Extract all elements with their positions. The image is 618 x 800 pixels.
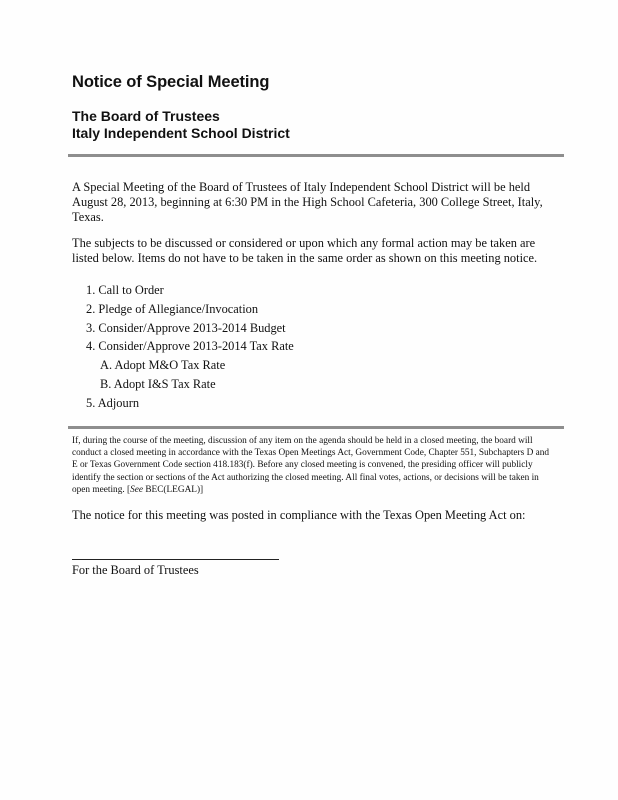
agenda-item-marker: 1. <box>86 283 96 297</box>
agenda-item <box>86 300 486 319</box>
agenda-item-marker: 5. <box>86 395 96 410</box>
subtitle-district: Italy Independent School District <box>72 125 290 141</box>
page-title: Notice of Special Meeting <box>72 73 270 91</box>
agenda-item-marker: 4. <box>86 339 96 354</box>
agenda-list <box>86 281 486 413</box>
agenda-subitem <box>86 375 486 394</box>
agenda-item <box>86 281 486 300</box>
agenda-item-marker: A. <box>100 358 113 373</box>
agenda-item <box>86 337 486 356</box>
agenda-item-text: Consider/Approve 2013-2014 Tax Rate <box>98 339 294 354</box>
agenda-item-text: Adopt I&S Tax Rate <box>113 376 216 391</box>
closed-meeting-note-reference: BEC(LEGAL)] <box>143 484 204 495</box>
signature-line <box>72 559 279 560</box>
closed-meeting-note <box>72 435 556 496</box>
agenda-item <box>86 394 486 413</box>
agenda-item-marker: B. <box>100 376 112 391</box>
subtitle-board: The Board of Trustees <box>72 108 220 124</box>
agenda-item-text: Consider/Approve 2013-2014 Budget <box>98 320 286 335</box>
signature-label: For the Board of Trustees <box>72 563 199 577</box>
agenda-item-text: Call to Order <box>98 283 164 297</box>
agenda-subitem <box>86 356 486 375</box>
agenda-item-marker: 3. <box>86 320 96 335</box>
closed-meeting-note-see: See <box>130 484 143 495</box>
agenda-item-marker: 2. <box>86 301 96 316</box>
note-divider <box>68 426 564 429</box>
agenda-item-text: Pledge of Allegiance/Invocation <box>98 301 259 316</box>
page-subtitle <box>72 108 290 142</box>
meeting-details-paragraph: A Special Meeting of the Board of Trustees of Italy Independent School District will be held August 28, 2013, beginning at 6:30 PM in the High School Cafeteria, 300 College Street, Italy, Texas. <box>72 180 543 224</box>
header-divider <box>68 154 564 157</box>
posted-notice: The notice for this meeting was posted in compliance with the Texas Open Meeting Act on: <box>72 508 526 522</box>
closed-meeting-note-text: If, during the course of the meeting, discussion of any item on the agenda should be held in a closed meeting, the board will conduct a closed meeting in accordance with the Texas Open Meetings Act, Government Code, Chapter 551, Subchapters D and E or Texas Government Code section 418.183(f). Before any closed meeting is convened, the presiding officer will publicly identify the section or sections of the Act authorizing the closed meeting. All final votes, actions, or decisions will be taken in open meeting. [ <box>72 436 550 495</box>
agenda-item <box>86 319 486 338</box>
agenda-item-text: Adjourn <box>97 395 140 410</box>
subjects-paragraph: The subjects to be discussed or considered or upon which any formal action may be taken are listed below. Items do not have to be taken in the same order as shown on this meeting notice. <box>72 236 538 265</box>
agenda-item-text: Adopt M&O Tax Rate <box>114 358 226 373</box>
